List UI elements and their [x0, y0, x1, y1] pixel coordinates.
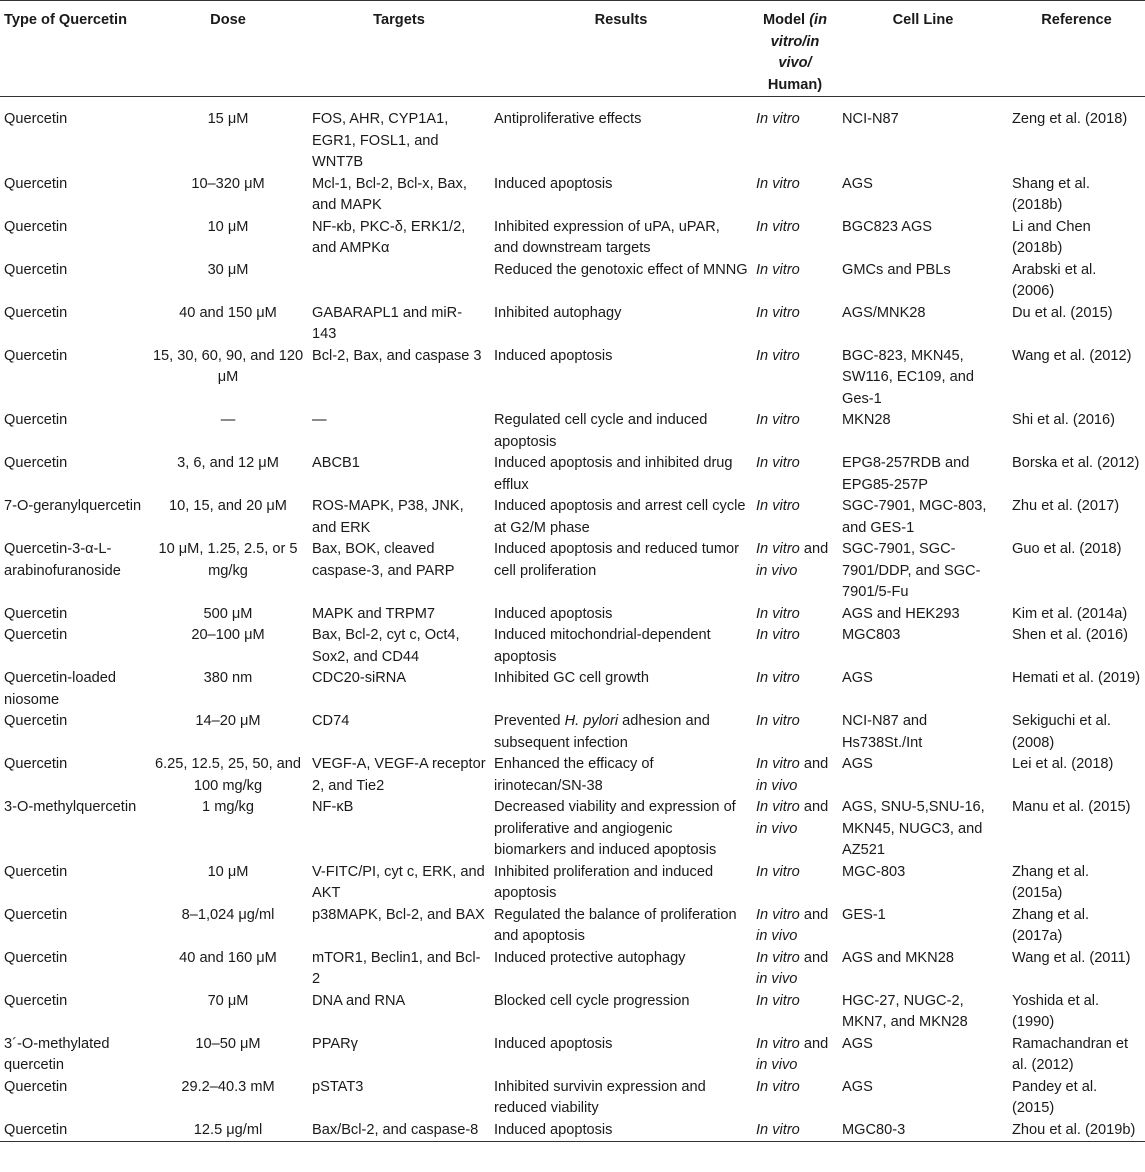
cell-reference: Zeng et al. (2018)	[1012, 111, 1128, 127]
table-row	[0, 97, 1145, 174]
cell-reference: Lei et al. (2018)	[1012, 756, 1114, 772]
cell-reference: Arabski et al. (2006)	[1012, 261, 1097, 299]
cell-targets: Bax, BOK, cleaved caspase-3, and PARP	[312, 541, 455, 579]
table-row	[0, 260, 1145, 303]
cell-model: In vitro	[756, 992, 800, 1009]
cell-results: Antiproliferative effects	[494, 111, 642, 127]
table-header-row	[0, 1, 1145, 97]
cell-targets: NF-κb, PKC-δ, ERK1/2, and AMPKα	[312, 218, 466, 256]
cell-cell-line: GMCs and PBLs	[842, 261, 951, 278]
cell-dose: 10, 15, and 20 μM	[169, 498, 287, 514]
cell-cell-line: HGC-27, NUGC-2, MKN7, and MKN28	[842, 992, 968, 1030]
cell-results: Inhibited proliferation and induced apoptosis	[494, 863, 714, 901]
cell-model: In vitro	[756, 111, 800, 127]
cell-reference: Shang et al. (2018b)	[1012, 175, 1090, 213]
cell-reference: Li and Chen (2018b)	[1012, 218, 1091, 256]
cell-cell-line: MGC80-3	[838, 1120, 1008, 1142]
cell-reference: Manu et al. (2015)	[1012, 799, 1131, 815]
cell-targets: VEGF-A, VEGF-A receptor 2, and Tie2	[312, 756, 486, 794]
cell-type: 7-O-geranylquercetin	[4, 498, 142, 514]
cell-results: Regulated the balance of proliferation and apoptosis	[494, 906, 737, 944]
cell-results: Regulated cell cycle and induced apoptosis	[494, 412, 708, 450]
cell-cell-line: AGS	[842, 756, 873, 772]
table-row	[0, 991, 1145, 1034]
cell-type: 3-O-methylquercetin	[4, 799, 137, 815]
cell-dose: 12.5 μg/ml	[148, 1120, 308, 1142]
cell-reference: Wang et al. (2011)	[1012, 949, 1131, 966]
cell-dose: —	[220, 412, 236, 428]
cell-model: In vitro	[752, 1120, 838, 1142]
cell-reference: Shi et al. (2016)	[1012, 412, 1116, 428]
cell-results: Induced apoptosis	[494, 175, 613, 192]
cell-results: Prevented H. pylori adhesion and subsequent infection	[494, 713, 710, 751]
cell-cell-line: AGS and MKN28	[842, 949, 954, 966]
cell-dose: 10–320 μM	[191, 175, 265, 192]
cell-cell-line: MKN28	[842, 412, 891, 428]
cell-type: Quercetin	[4, 111, 68, 127]
cell-model: In vitro	[756, 713, 800, 729]
cell-results: Induced apoptosis and reduced tumor cell proliferation	[494, 541, 740, 579]
cell-targets: MAPK and TRPM7	[312, 605, 436, 622]
cell-dose: 10–50 μM	[195, 1035, 261, 1052]
table-row	[0, 303, 1145, 346]
cell-targets: ABCB1	[312, 455, 360, 471]
cell-reference: Du et al. (2015)	[1012, 304, 1113, 321]
table-row	[0, 797, 1145, 862]
cell-type: Quercetin	[4, 175, 68, 192]
cell-targets: Bax, Bcl-2, cyt c, Oct4, Sox2, and CD44	[312, 627, 460, 665]
cell-cell-line: BGC-823, MKN45, SW116, EC109, and Ges-1	[842, 347, 974, 407]
cell-model: In vitro	[756, 304, 800, 321]
cell-cell-line: AGS and HEK293	[842, 605, 960, 622]
header-dose: Dose	[148, 1, 308, 97]
cell-reference: Ramachandran et al. (2012)	[1012, 1035, 1129, 1073]
cell-reference: Wang et al. (2012)	[1012, 347, 1132, 364]
cell-results: Induced apoptosis	[494, 347, 613, 364]
cell-type: Quercetin	[4, 261, 68, 278]
cell-type: Quercetin	[4, 1078, 68, 1095]
cell-model: In vitro	[756, 605, 800, 622]
cell-dose: 8–1,024 μg/ml	[181, 906, 275, 923]
cell-cell-line: SGC-7901, MGC-803, and GES-1	[842, 498, 987, 536]
cell-results: Induced apoptosis	[490, 1120, 752, 1142]
cell-cell-line: EPG8-257RDB and EPG85-257P	[842, 455, 970, 493]
cell-model: In vitro and in vivo	[756, 949, 829, 987]
cell-results: Inhibited autophagy	[494, 304, 622, 321]
cell-type: Quercetin	[4, 863, 68, 880]
cell-model: In vitro	[756, 347, 800, 364]
cell-model: In vitro and in vivo	[756, 541, 829, 579]
cell-cell-line: AGS	[842, 670, 873, 686]
cell-model: In vitro	[756, 498, 800, 514]
cell-dose: 3, 6, and 12 μM	[177, 455, 279, 471]
table-row	[0, 625, 1145, 668]
cell-results: Decreased viability and expression of proliferative and angiogenic biomarkers and induced apoptosis	[494, 799, 736, 858]
cell-cell-line: BGC823 AGS	[842, 218, 933, 235]
header-model-line2: (in vitro/in vivo/	[770, 12, 828, 71]
cell-results: Induced apoptosis	[494, 605, 613, 622]
cell-cell-line: MGC-803	[842, 863, 906, 880]
table-row	[0, 862, 1145, 905]
cell-type: Quercetin-loaded niosome	[4, 670, 116, 708]
header-cell-line: Cell Line	[838, 1, 1008, 97]
cell-reference: Zhu et al. (2017)	[1012, 498, 1120, 514]
cell-type: Quercetin	[4, 605, 68, 622]
table-row	[0, 174, 1145, 217]
cell-results: Inhibited GC cell growth	[494, 670, 649, 686]
cell-model: In vitro and in vivo	[756, 1035, 829, 1073]
cell-dose: 10 μM	[207, 863, 249, 880]
cell-model: In vitro	[756, 670, 800, 686]
cell-dose: 6.25, 12.5, 25, 50, and 100 mg/kg	[154, 756, 302, 794]
table-row	[0, 604, 1145, 626]
cell-targets: CD74	[312, 713, 350, 729]
table-row	[0, 905, 1145, 948]
cell-type: Quercetin	[4, 627, 68, 643]
cell-results: Inhibited survivin expression and reduced viability	[494, 1078, 706, 1116]
cell-type: Quercetin	[4, 949, 68, 966]
table-row	[0, 948, 1145, 991]
cell-dose: 10 μM	[207, 218, 249, 235]
table-body	[0, 97, 1145, 1142]
cell-model: In vitro	[756, 455, 800, 471]
header-targets: Targets	[308, 1, 490, 97]
table-row	[0, 410, 1145, 453]
cell-cell-line: MGC803	[842, 627, 901, 643]
cell-type: Quercetin-3-α-L-arabinofuranoside	[4, 541, 121, 579]
cell-type: Quercetin	[0, 1120, 148, 1142]
cell-dose: 15, 30, 60, 90, and 120 μM	[152, 347, 304, 385]
cell-targets: GABARAPL1 and miR-143	[312, 304, 463, 342]
cell-reference: Yoshida et al. (1990)	[1012, 992, 1100, 1030]
cell-cell-line: AGS	[842, 1035, 873, 1052]
cell-type: Quercetin	[4, 347, 68, 364]
cell-dose: 40 and 150 μM	[179, 304, 277, 321]
cell-cell-line: AGS, SNU-5,SNU-16, MKN45, NUGC3, and AZ521	[842, 799, 985, 858]
table-row	[0, 346, 1145, 411]
cell-cell-line: AGS	[842, 175, 873, 192]
cell-dose: 29.2–40.3 mM	[181, 1078, 275, 1095]
cell-cell-line: AGS	[842, 1078, 873, 1095]
cell-targets: —	[312, 412, 327, 428]
header-model	[752, 1, 838, 97]
cell-targets: mTOR1, Beclin1, and Bcl-2	[312, 949, 481, 987]
header-model-line3: Human)	[767, 76, 823, 93]
table-row	[0, 711, 1145, 754]
cell-reference: Guo et al. (2018)	[1012, 541, 1122, 557]
cell-type: 3´-O-methylated quercetin	[4, 1035, 110, 1073]
cell-cell-line: NCI-N87 and Hs738St./Int	[842, 713, 928, 751]
cell-type: Quercetin	[4, 304, 68, 321]
table-row	[0, 453, 1145, 496]
cell-results: Induced apoptosis and arrest cell cycle at G2/M phase	[494, 498, 746, 536]
cell-model: In vitro	[756, 218, 800, 235]
cell-cell-line: SGC-7901, SGC-7901/DDP, and SGC-7901/5-Fu	[842, 541, 981, 600]
cell-results: Inhibited expression of uPA, uPAR, and downstream targets	[494, 218, 720, 256]
cell-model: In vitro	[756, 261, 800, 278]
cell-model: In vitro	[756, 412, 800, 428]
cell-reference: Kim et al. (2014a)	[1012, 605, 1128, 622]
cell-model: In vitro and in vivo	[756, 799, 829, 837]
cell-results: Induced apoptosis and inhibited drug efflux	[494, 455, 733, 493]
cell-dose: 15 μM	[207, 111, 249, 127]
cell-targets: NF-κB	[312, 799, 354, 815]
cell-targets: PPARγ	[312, 1035, 358, 1052]
cell-targets: FOS, AHR, CYP1A1, EGR1, FOSL1, and WNT7B	[312, 111, 449, 170]
cell-reference: Shen et al. (2016)	[1012, 627, 1129, 643]
cell-reference: Zhang et al. (2017a)	[1012, 906, 1090, 944]
cell-model: In vitro and in vivo	[756, 756, 829, 794]
table-row	[0, 668, 1145, 711]
cell-dose: 30 μM	[207, 261, 249, 278]
cell-dose: 10 μM, 1.25, 2.5, or 5 mg/kg	[158, 541, 298, 579]
cell-results: Induced mitochondrial-dependent apoptosis	[494, 627, 711, 665]
cell-type: Quercetin	[4, 906, 68, 923]
table-row	[0, 1034, 1145, 1077]
cell-reference: Sekiguchi et al. (2008)	[1012, 713, 1111, 751]
cell-reference: Zhou et al. (2019b)	[1008, 1120, 1145, 1142]
cell-reference: Hemati et al. (2019)	[1012, 670, 1141, 686]
cell-type: Quercetin	[4, 756, 68, 772]
cell-type: Quercetin	[4, 455, 68, 471]
cell-targets: Bax/Bcl-2, and caspase-8	[308, 1120, 490, 1142]
cell-type: Quercetin	[4, 992, 68, 1009]
cell-targets: p38MAPK, Bcl-2, and BAX	[312, 906, 485, 923]
cell-dose: 20–100 μM	[191, 627, 265, 643]
cell-results: Induced protective autophagy	[494, 949, 686, 966]
table-row	[0, 539, 1145, 604]
cell-targets: Bcl-2, Bax, and caspase 3	[312, 347, 482, 364]
header-model-line1: Model	[762, 12, 806, 28]
cell-targets: pSTAT3	[312, 1078, 364, 1095]
cell-dose: 1 mg/kg	[202, 799, 254, 815]
cell-model: In vitro and in vivo	[756, 906, 829, 944]
cell-type: Quercetin	[4, 412, 68, 428]
cell-dose: 14–20 μM	[195, 713, 261, 729]
cell-type: Quercetin	[4, 713, 68, 729]
cell-model: In vitro	[756, 175, 800, 192]
table-row	[0, 1120, 1145, 1142]
cell-targets	[308, 260, 490, 303]
cell-cell-line: NCI-N87	[842, 111, 899, 127]
cell-reference: Zhang et al. (2015a)	[1012, 863, 1090, 901]
cell-targets: ROS-MAPK, P38, JNK, and ERK	[312, 498, 464, 536]
table-row	[0, 496, 1145, 539]
cell-results: Blocked cell cycle progression	[494, 992, 690, 1009]
cell-model: In vitro	[756, 863, 800, 880]
cell-cell-line: GES-1	[842, 906, 886, 923]
header-type: Type of Quercetin	[0, 1, 148, 97]
cell-results: Induced apoptosis	[494, 1035, 613, 1052]
cell-dose: 500 μM	[203, 605, 253, 622]
cell-reference: Borska et al. (2012)	[1012, 455, 1140, 471]
cell-targets: CDC20-siRNA	[312, 670, 407, 686]
table-row	[0, 754, 1145, 797]
cell-model: In vitro	[756, 627, 800, 643]
cell-targets: V-FITC/PI, cyt c, ERK, and AKT	[312, 863, 485, 901]
cell-cell-line: AGS/MNK28	[842, 304, 926, 321]
cell-type: Quercetin	[4, 218, 68, 235]
table-row	[0, 1077, 1145, 1120]
cell-dose: 40 and 160 μM	[179, 949, 277, 966]
cell-targets: Mcl-1, Bcl-2, Bcl-x, Bax, and MAPK	[312, 175, 467, 213]
cell-model: In vitro	[756, 1078, 800, 1095]
cell-dose: 380 nm	[203, 670, 253, 686]
header-results: Results	[490, 1, 752, 97]
cell-dose: 70 μM	[207, 992, 249, 1009]
table-row	[0, 217, 1145, 260]
cell-targets: DNA and RNA	[312, 992, 406, 1009]
header-reference: Reference	[1008, 1, 1145, 97]
cell-reference: Pandey et al. (2015)	[1012, 1078, 1098, 1116]
cell-results: Reduced the genotoxic effect of MNNG	[494, 261, 748, 278]
cell-results: Enhanced the efficacy of irinotecan/SN-38	[494, 756, 654, 794]
